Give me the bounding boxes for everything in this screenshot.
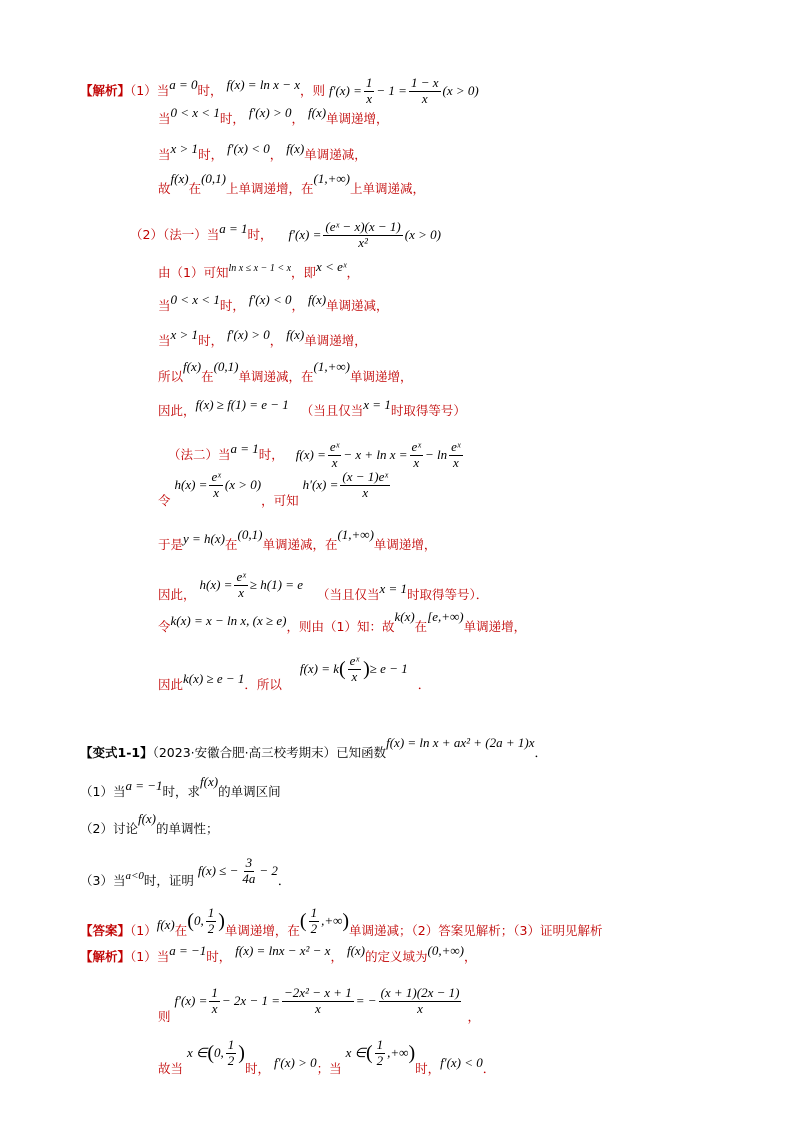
solution-line-4: 故f(x)在(0,1)上单调递增，在(1,+∞)上单调递减， <box>158 171 425 196</box>
question-3: （3）当a<0时，证明 f(x) ≤ − $\frac{3}{4a}$ − 2． <box>80 855 291 888</box>
solution-line-11: （法二）当a = 1时， f(x) = $\frac{\text{eˣ}}{x}$ − x + ln x = $\frac{\text{eˣ}}{x}$ − ln $\frac{\text{eˣ}}{x}$ <box>168 439 461 470</box>
question-2: （2）讨论f(x)的单调性； <box>80 811 219 836</box>
solution-line-1: 【解析】（1）当a = 0时， f(x) = ln x − x，则 f′(x) = $\frac{1}{x}$ − 1 = $\frac{1 - x}{x}$ (x > 0) <box>80 75 479 106</box>
solution-line-6: 由（1）可知$^{ln x \le x - 1 < x}$，即x < eˣ， <box>158 259 360 280</box>
solution-line-14: 因此， h(x) = $\frac{\text{eˣ}}{x}$ ≥ h(1) = e （当且仅当x = 1时取得等号）． <box>158 569 489 602</box>
solution-line-9: 所以f(x)在(0,1)单调递减，在(1,+∞)单调递增， <box>158 359 413 384</box>
solution-line-5: （2）（法一）当a = 1时， f′(x) = $\frac{\text{(eˣ − x)(x − 1)}}{\text{x²}}$ (x > 0) <box>130 219 441 250</box>
question-1: （1）当a = −1时，求f(x)的单调区间 <box>80 774 281 799</box>
solution-line-8: 当x > 1时， f′(x) > 0， f(x)单调递增， <box>158 327 367 348</box>
solution2-line-1: 【解析】（1）当a = −1时， f(x) = lnx − x² − x， f(x)的定义域为(0,+∞)， <box>80 943 477 964</box>
solution2-line-2: 则 f′(x) = $\frac{1}{x}$ − 2x − 1 = $\frac{\text{−2x² − x + 1}}{x}$ = − $\frac{(x + 1)(2x - 1)}{x}$ ， <box>158 985 480 1024</box>
solution-line-3: 当x > 1时， f′(x) < 0， f(x)单调递减， <box>158 141 367 162</box>
solution2-label: 【解析】 <box>80 949 131 964</box>
solution-line-15: 令k(x) = x − ln x, (x ≥ e)，则由（1）知：故k(x)在[e,+∞)单调递增， <box>158 609 527 634</box>
answer-line: 【答案】（1）f(x)在(0, $\frac{1}{2}$ )单调递增，在( $\frac{1}{2}$ ,+∞)单调递减；（2）答案见解析；（3）证明见解析 <box>80 905 603 938</box>
solution2-line-3: 故当 x ∈(0, $\frac{1}{2}$ )时， f′(x) > 0；当 x ∈( $\frac{1}{2}$ ,+∞)时，f′(x) < 0． <box>158 1037 496 1076</box>
solution-line-12: 令 h(x) = $\frac{\text{eˣ}}{x}$ (x > 0)，可知 h′(x) = $\frac{\text{(x − 1)eˣ}}{x}$ <box>158 469 389 508</box>
variant-title: 【变式1-1】 <box>80 745 153 760</box>
solution-line-7: 当0 < x < 1时， f′(x) < 0， f(x)单调递减， <box>158 292 389 313</box>
solution-line-10: 因此，f(x) ≥ f(1) = e − 1 （当且仅当x = 1时取得等号） <box>158 397 466 418</box>
answer-label: 【答案】 <box>80 922 131 938</box>
variant-title-line: 【变式1-1】（2023·安徽合肥·高三校考期末）已知函数f(x) = ln x + ax² + (2a + 1)x． <box>80 735 547 760</box>
solution-line-2: 当0 < x < 1时， f′(x) > 0， f(x)单调递增， <box>158 105 389 126</box>
solution-line-16: 因此k(x) ≥ e − 1．所以 f(x) = k( $\frac{\text{eˣ}}{x}$ )≥ e − 1 ． <box>158 653 431 692</box>
solution-label: 【解析】 <box>80 82 131 98</box>
solution-line-13: 于是y = h(x)在(0,1)单调递减，在(1,+∞)单调递增， <box>158 527 437 552</box>
